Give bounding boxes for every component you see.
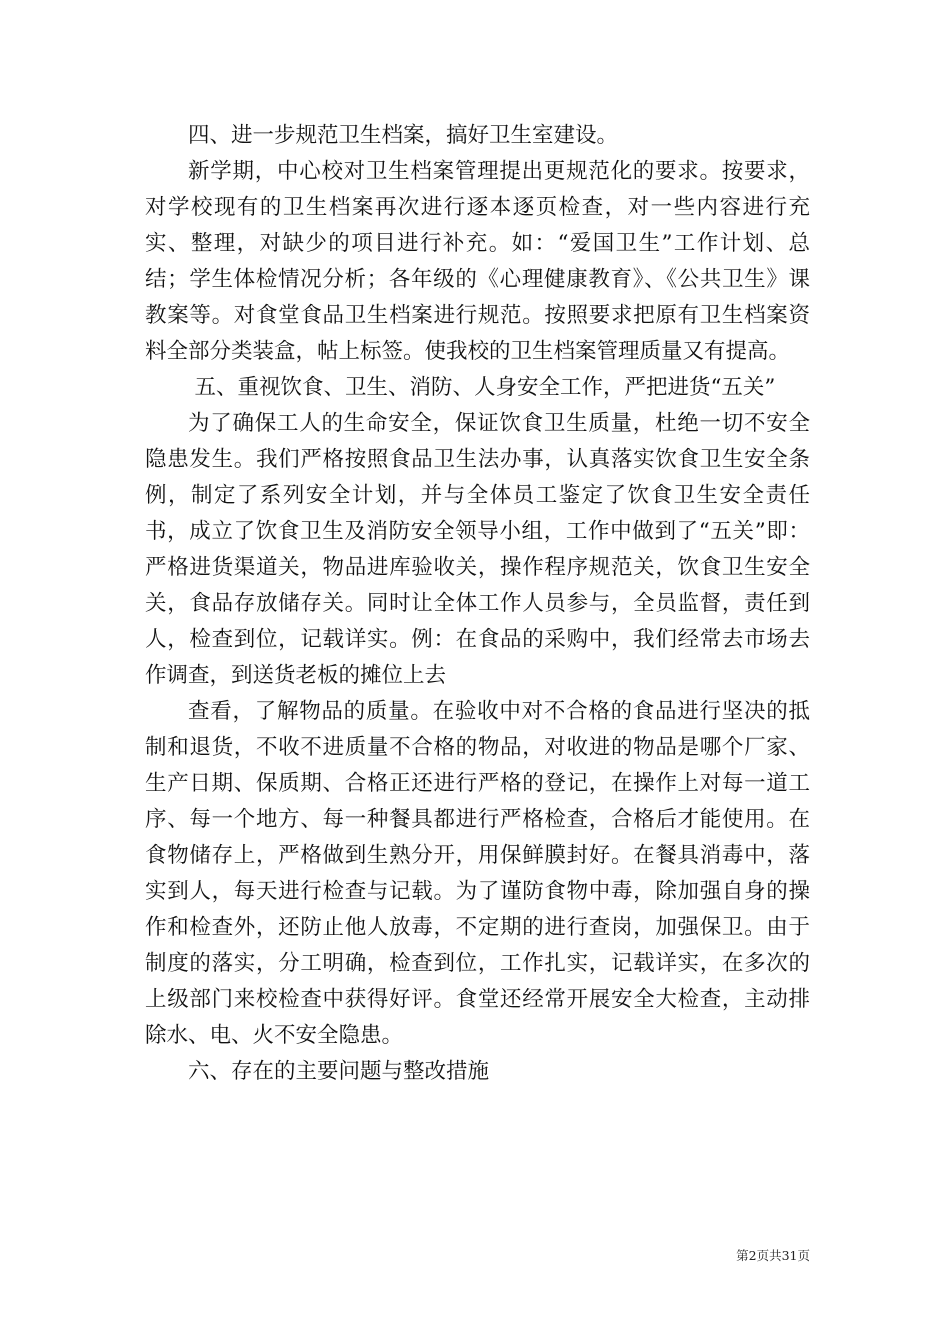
paragraph-health-records: 新学期，中心校对卫生档案管理提出更规范化的要求。按要求，对学校现有的卫生档案再次进行逐本逐页检查，对一些内容进行充实、整理，对缺少的项目进行补充。如：“爱国卫生”工作计划、总结；学生体检情况分析；各年级的《心理健康教育》、《公共卫生》课教案等。对食堂食品卫生档案进行规范。按照要求把原有卫生档案资料全部分类装盒，帖上标签。使我校的卫生档案管理质量又有提高。 [145,159,810,364]
section-heading-4: 四、进一步规范卫生档案，搞好卫生室建设。 [188,123,619,148]
document-body [145,118,810,1090]
paragraph-inspection: 查看，了解物品的质量。在验收中对不合格的食品进行坚决的抵制和退货，不收不进质量不合格的物品，对收进的物品是哪个厂家、生产日期、保质期、合格正还进行严格的登记，在操作上对每一道工序、每一个地方、每一种餐具都进行严格检查，合格后才能使用。在食物储存上，严格做到生熟分开，用保鲜膜封好。在餐具消毒中，落实到人，每天进行检查与记载。为了谨防食物中毒，除加强自身的操作和检查外，还防止他人放毒，不定期的进行查岗，加强保卫。由于制度的落实，分工明确，检查到位，工作扎实，记载详实，在多次的上级部门来校检查中获得好评。食堂还经常开展安全大检查，主动排除水、电、火不安全隐患。 [145,699,810,1048]
paragraph-food-safety: 为了确保工人的生命安全，保证饮食卫生质量，杜绝一切不安全隐患发生。我们严格按照食品卫生法办事，认真落实饮食卫生安全条例，制定了系列安全计划，并与全体员工鉴定了饮食卫生安全责任书，成立了饮食卫生及消防安全领导小组，工作中做到了“五关”即：严格进货渠道关，物品进库验收关，操作程序规范关，饮食卫生安全关，食品存放储存关。同时让全体工作人员参与，全员监督，责任到人，检查到位，记载详实。例：在食品的采购中，我们经常去市场去作调查，到送货老板的摊位上去 [145,411,810,688]
section-heading-6: 六、存在的主要问题与整改措施 [188,1059,490,1084]
page-number-footer: 第2页共31页 [736,1248,810,1263]
section-heading-5: 五、重视饮食、卫生、消防、人身安全工作，严把进货“五关” [194,375,776,400]
